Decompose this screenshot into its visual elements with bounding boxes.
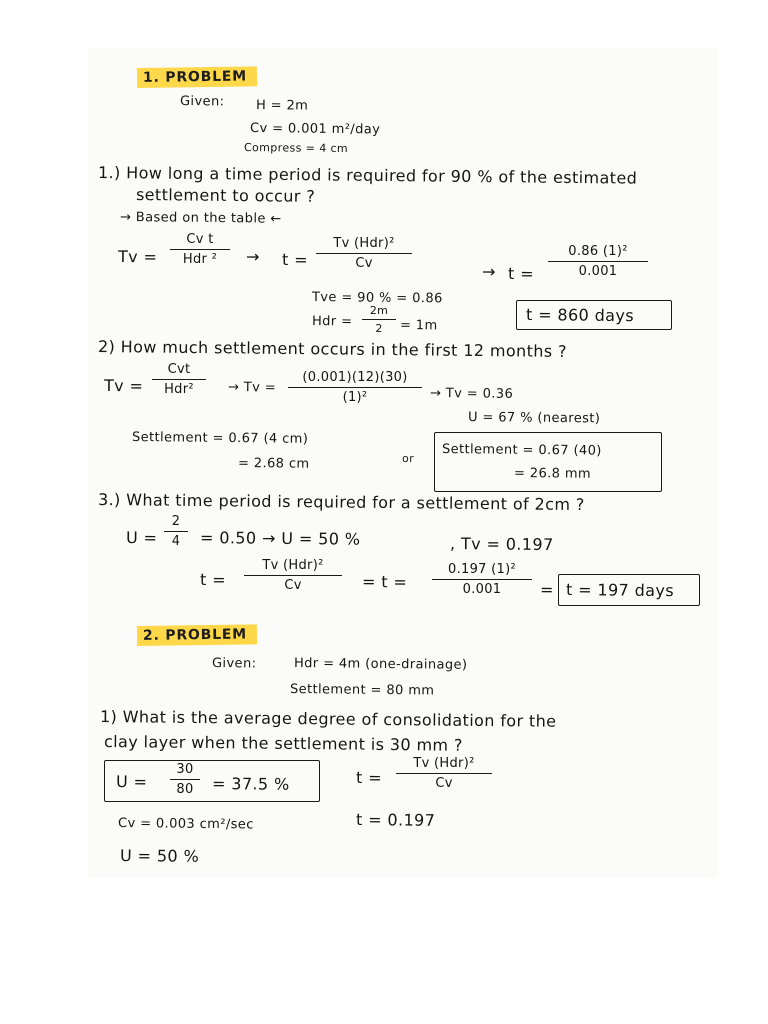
fraction-numerator: Tv (Hdr)² — [333, 236, 395, 251]
q3-u-rhs: = 0.50 → U = 50 % — [199, 528, 361, 549]
problem-1-heading: 1. PROBLEM — [137, 66, 257, 88]
p2-u-rhs: = 37.5 % — [211, 774, 290, 794]
fraction-bar — [316, 253, 412, 254]
q3-frac-u — [164, 514, 188, 549]
fraction-numerator: 2 — [171, 514, 181, 529]
fraction-bar — [396, 773, 492, 774]
q1-t-eq: t = — [281, 250, 309, 270]
q3-tv: , Tv = 0.197 — [449, 534, 554, 555]
fraction-numerator: Cvt — [167, 362, 191, 377]
fraction-denominator: Hdr ² — [182, 252, 218, 267]
fraction-bar — [164, 531, 188, 532]
fraction-denominator: Cv — [435, 776, 453, 791]
p2-t-lhs: t = — [355, 768, 383, 788]
q3-frac-formula — [244, 558, 342, 593]
q1-note: → Based on the table ← — [119, 210, 282, 227]
q1-hdr-lhs: Hdr = — [311, 314, 353, 330]
fraction-denominator: Cv — [355, 256, 373, 271]
q1-line2: settlement to occur ? — [135, 185, 316, 206]
p2-q1-line2: clay layer when the settlement is 30 mm ? — [103, 732, 463, 755]
p2-frac-u — [170, 762, 200, 797]
fraction-denominator: 0.001 — [578, 264, 618, 279]
fraction-numerator: Tv (Hdr)² — [413, 756, 475, 771]
fraction-bar — [170, 779, 200, 780]
q1-tve: Tve = 90 % = 0.86 — [311, 290, 443, 307]
given-compress: Compress = 4 cm — [243, 141, 349, 156]
q1-answer: t = 860 days — [525, 305, 635, 326]
q3-eq2: = t = — [361, 572, 408, 592]
q1-arrow-2: → — [481, 262, 496, 282]
q3-u-lhs: U = — [125, 528, 158, 548]
p2-frac-t — [396, 756, 492, 791]
p2-u-lhs: U = — [115, 772, 148, 792]
q3-eq3: = — [539, 580, 554, 600]
p2-given-settlement: Settlement = 80 mm — [289, 682, 435, 699]
q2-frac-calc — [288, 370, 422, 405]
q2-tv-result: → Tv = 0.36 — [429, 386, 514, 402]
q3-answer: t = 197 days — [565, 580, 675, 601]
q1-frac-tv-hdr-cv — [316, 236, 412, 271]
fraction-numerator: Cv t — [186, 232, 214, 247]
q2-answer-box — [434, 432, 662, 492]
q1-frac-calc — [548, 244, 648, 279]
q2-answer-1: Settlement = 0.67 (40) — [441, 442, 602, 459]
fraction-bar — [548, 261, 648, 262]
fraction-denominator: 4 — [171, 534, 181, 549]
q2-u-result: U = 67 % (nearest) — [467, 410, 601, 427]
q1-frac-hdr — [362, 304, 396, 335]
fraction-denominator: 80 — [176, 782, 194, 797]
q1-arrow: → — [245, 247, 260, 267]
fraction-bar — [152, 379, 206, 380]
q1-tv-lhs: Tv = — [117, 247, 158, 267]
fraction-denominator: Cv — [284, 578, 302, 593]
fraction-denominator: 0.001 — [462, 582, 502, 597]
fraction-numerator: 2m — [369, 304, 389, 317]
q2-frac-cvt — [152, 362, 206, 397]
q1-t-eq-2: t = — [507, 264, 535, 284]
q2-settlement-2: = 2.68 cm — [237, 456, 310, 472]
fraction-bar — [288, 387, 422, 388]
q2-tv2: → Tv = — [227, 380, 277, 396]
p2-given-hdr: Hdr = 4m (one-drainage) — [293, 656, 468, 673]
p2-cv: Cv = 0.003 cm²/sec — [117, 816, 254, 833]
q2-tv-lhs: Tv = — [103, 376, 144, 396]
fraction-numerator: (0.001)(12)(30) — [302, 370, 408, 385]
q3-frac-calc — [432, 562, 532, 597]
given-h: H = 2m — [255, 98, 309, 114]
q3-question: 3.) What time period is required for a settlement of 2cm ? — [97, 490, 585, 515]
q3-t-lhs: t = — [199, 570, 227, 590]
fraction-bar — [362, 319, 396, 320]
q2-or: or — [401, 452, 415, 466]
p2-given-label: Given: — [211, 656, 257, 672]
q1-line1: 1.) How long a time period is required for 90 % of the estimated — [97, 163, 638, 188]
fraction-numerator: Tv (Hdr)² — [262, 558, 324, 573]
fraction-denominator: Hdr² — [164, 382, 194, 397]
fraction-numerator: 0.197 (1)² — [448, 562, 516, 577]
fraction-denominator: (1)² — [342, 390, 368, 405]
p2-t2: t = 0.197 — [355, 810, 436, 830]
fraction-numerator: 0.86 (1)² — [568, 244, 628, 259]
fraction-bar — [170, 249, 230, 250]
fraction-denominator: 2 — [375, 322, 383, 335]
given-label: Given: — [179, 94, 225, 110]
fraction-bar — [432, 579, 532, 580]
q1-frac-cvt-hdr — [170, 232, 230, 267]
p2-q1-line1: 1) What is the average degree of consolidation for the — [99, 707, 557, 731]
q2-question: 2) How much settlement occurs in the first 12 months ? — [97, 337, 568, 361]
problem-2-heading: 2. PROBLEM — [137, 624, 257, 646]
p2-u50: U = 50 % — [119, 846, 200, 866]
q2-settlement-1: Settlement = 0.67 (4 cm) — [131, 430, 309, 447]
fraction-numerator: 30 — [176, 762, 194, 777]
fraction-bar — [244, 575, 342, 576]
q2-answer-2: = 26.8 mm — [513, 466, 592, 482]
q1-hdr-rhs: = 1m — [399, 318, 438, 334]
given-cv: Cv = 0.001 m²/day — [249, 121, 381, 138]
